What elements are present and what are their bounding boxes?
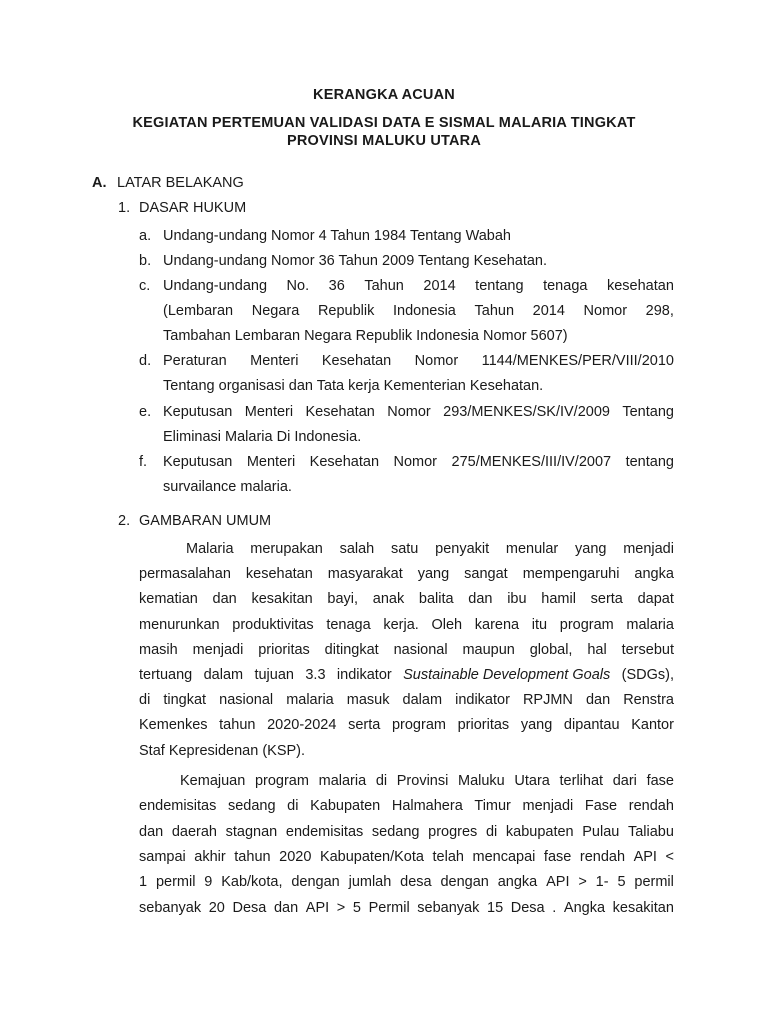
list-item-marker: b.	[139, 253, 152, 269]
list-item-line: Undang-undang Nomor 4 Tahun 1984 Tentang Wabah	[163, 228, 511, 244]
list-item-marker: f.	[139, 454, 148, 470]
paragraph-line: endemisitas sedang di Kabupaten Halmahera Timur menjadi Fase rendah	[139, 798, 674, 814]
list-item-line: Undang-undang Nomor 36 Tahun 2009 Tentang Kesehatan.	[163, 253, 548, 269]
italic-term: Sustainable Development Goals	[403, 667, 611, 683]
paragraph-line: menurunkan produktivitas tenaga kerja. Oleh karena itu program malaria	[139, 617, 674, 633]
paragraph-line: kematian dan kesakitan bayi, anak balita dan ibu hamil serta dapat	[139, 591, 674, 607]
list-item-line: Tambahan Lembaran Negara Republik Indonesia Nomor 5607)	[163, 328, 568, 344]
gambaran-umum-heading: GAMBARAN UMUM	[139, 513, 272, 529]
paragraph-line-with-italic: tertuang dalam tujuan 3.3 indikator Sustainable Development Goals (SDGs),	[139, 667, 674, 683]
paragraph-line: di tingkat nasional malaria masuk dalam indikator RPJMN dan Renstra	[139, 692, 674, 708]
document-subtitle-line2: PROVINSI MALUKU UTARA	[286, 133, 482, 149]
list-item-line: Keputusan Menteri Kesehatan Nomor 293/MENKES/SK/IV/2009 Tentang	[163, 404, 674, 420]
paragraph-line: Malaria merupakan salah satu penyakit menular yang menjadi	[186, 541, 674, 557]
list-item-line: Eliminasi Malaria Di Indonesia.	[163, 429, 362, 445]
dasar-hukum-number: 1.	[118, 200, 131, 216]
list-item-line: Undang-undang No. 36 Tahun 2014 tentang tenaga kesehatan	[163, 278, 674, 294]
paragraph-line: sampai akhir tahun 2020 Kabupaten/Kota telah mencapai fase rendah API <	[139, 849, 674, 865]
document-title: KERANGKA ACUAN	[313, 87, 455, 103]
list-item-line: Peraturan Menteri Kesehatan Nomor 1144/MENKES/PER/VIII/2010	[163, 353, 674, 369]
list-item-marker: a.	[139, 228, 152, 244]
paragraph-line: Staf Kepresidenan (KSP).	[139, 743, 306, 759]
section-a-letter	[92, 175, 107, 191]
list-item-line: (Lembaran Negara Republik Indonesia Tahun 2014 Nomor 298,	[163, 303, 674, 319]
list-item-line: Keputusan Menteri Kesehatan Nomor 275/MENKES/III/IV/2007 tentang	[163, 454, 674, 470]
paragraph-line: sebanyak 20 Desa dan API > 5 Permil sebanyak 15 Desa . Angka kesakitan	[139, 900, 674, 916]
section-letter: A.	[92, 175, 107, 191]
list-item-marker: d.	[139, 353, 152, 369]
paragraph-line: 1 permil 9 Kab/kota, dengan jumlah desa dengan angka API > 1- 5 permil	[139, 874, 674, 890]
paragraph-line: Kemajuan program malaria di Provinsi Maluku Utara terlihat dari fase	[180, 773, 674, 789]
gambaran-umum-number: 2.	[118, 513, 131, 529]
paragraph-line: dan daerah stagnan endemisitas sedang progres di kabupaten Pulau Taliabu	[139, 824, 674, 840]
paragraph-line: masih menjadi prioritas ditingkat nasional maupun global, hal tersebut	[139, 642, 674, 658]
list-item-line: survailance malaria.	[163, 479, 292, 495]
dasar-hukum-heading: DASAR HUKUM	[139, 200, 247, 216]
list-item-line: Tentang organisasi dan Tata kerja Kementerian Kesehatan.	[163, 378, 544, 394]
list-item-marker: c.	[139, 278, 151, 294]
section-a-heading: LATAR BELAKANG	[117, 175, 244, 191]
list-item-marker: e.	[139, 404, 152, 420]
paragraph-line: permasalahan kesehatan masyarakat yang sangat mempengaruhi angka	[139, 566, 674, 582]
document-subtitle-line1: KEGIATAN PERTEMUAN VALIDASI DATA E SISMAL MALARIA TINGKAT	[132, 115, 636, 131]
paragraph-line: Kemenkes tahun 2020-2024 serta program prioritas yang dipantau Kantor	[139, 717, 674, 733]
